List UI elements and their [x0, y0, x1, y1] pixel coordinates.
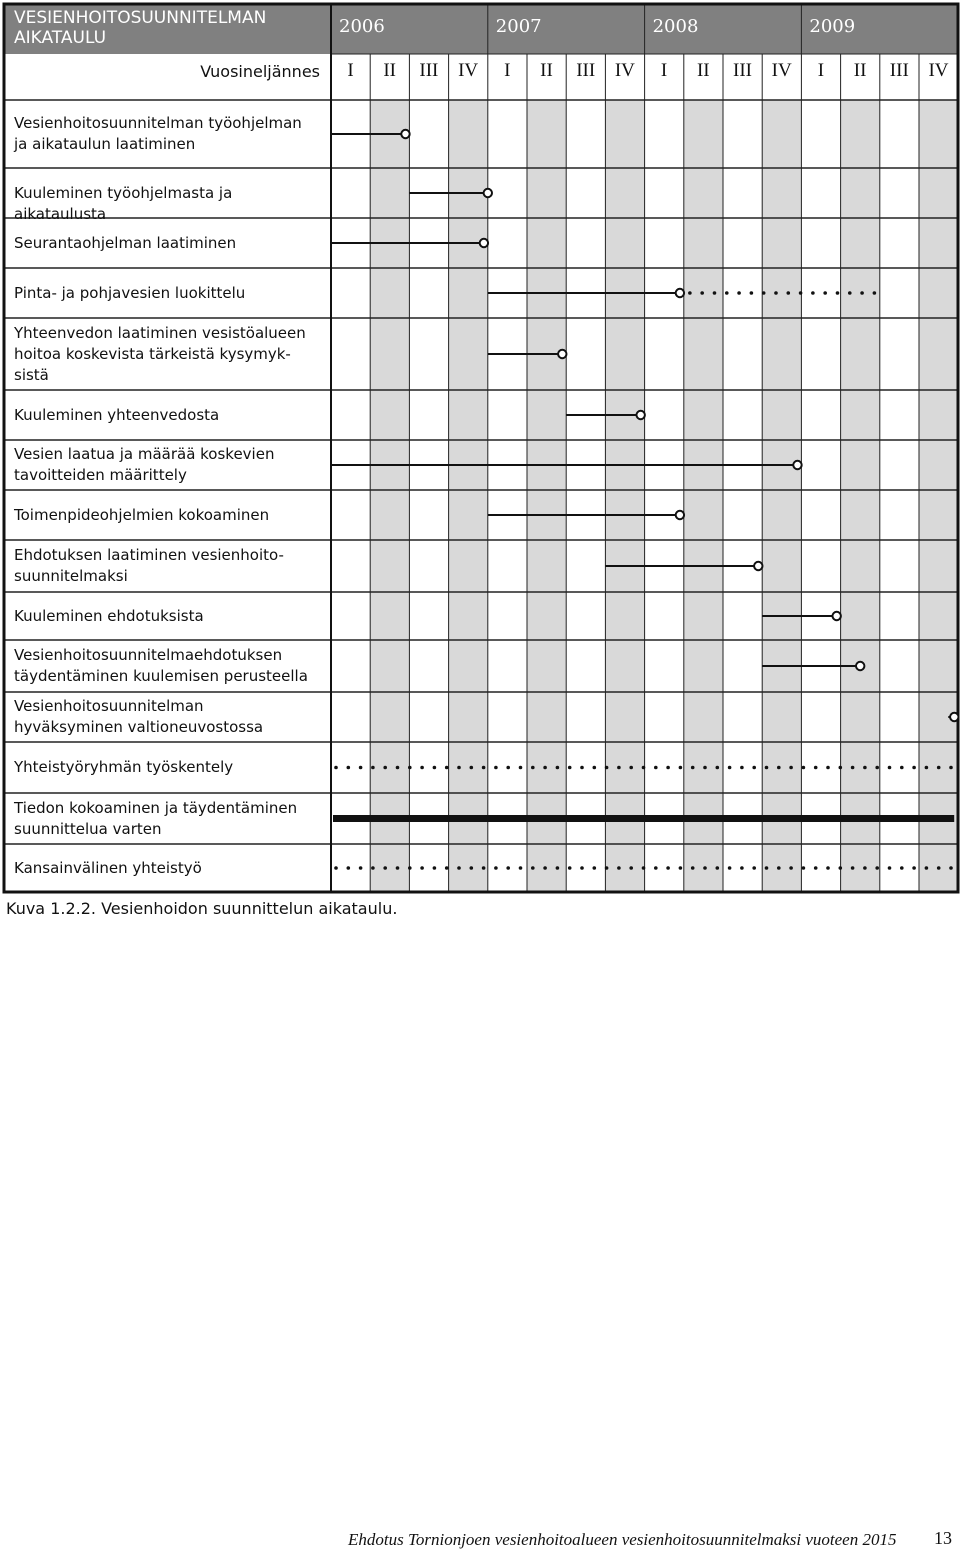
dot-mark [728, 766, 732, 770]
dot-mark [737, 291, 741, 295]
dot-mark [716, 766, 720, 770]
dot-mark [580, 866, 584, 870]
shaded-column [684, 100, 723, 892]
dot-mark [937, 866, 941, 870]
shaded-column [762, 100, 801, 892]
page-number: 13 [934, 1528, 952, 1548]
row-label: Tiedon kokoaminen ja täydentäminen suunnittelua varten [14, 798, 298, 838]
dot-mark [642, 866, 646, 870]
dot-mark [396, 866, 400, 870]
dot-mark [506, 766, 510, 770]
year-label: 2006 [339, 16, 385, 37]
quarter-label: III [889, 60, 909, 81]
dot-mark [851, 866, 855, 870]
shaded-column [841, 100, 880, 892]
milestone-marker [558, 350, 566, 358]
shaded-column [370, 100, 409, 892]
dot-mark [777, 866, 781, 870]
dot-mark [519, 766, 523, 770]
quarter-label: I [504, 60, 511, 81]
dot-mark [482, 766, 486, 770]
row-label: Kuuleminen työohjelmasta ja aikataulusta [14, 183, 233, 223]
row-label: Seurantaohjelman laatiminen [14, 233, 237, 252]
milestone-marker [856, 662, 864, 670]
dot-mark [396, 766, 400, 770]
milestone-marker [793, 461, 801, 469]
dot-mark [629, 766, 633, 770]
dot-mark [457, 866, 461, 870]
dot-mark [531, 866, 535, 870]
dot-mark [580, 766, 584, 770]
dot-mark [802, 766, 806, 770]
dot-mark [900, 766, 904, 770]
quarter-label: I [347, 60, 354, 81]
quarter-label: II [853, 60, 867, 81]
row-label: Yhteistyöryhmän työskentely [14, 758, 234, 776]
dot-mark [912, 766, 916, 770]
dot-mark [873, 291, 877, 295]
dot-mark [679, 866, 683, 870]
dot-mark [556, 866, 560, 870]
dot-mark [740, 866, 744, 870]
dot-mark [420, 866, 424, 870]
year-label: 2009 [809, 16, 856, 37]
shaded-column [605, 100, 644, 892]
dot-mark [912, 866, 916, 870]
quarter-label: II [696, 60, 710, 81]
quarter-label: III [576, 60, 596, 81]
dot-mark [359, 766, 363, 770]
dot-mark [691, 866, 695, 870]
dot-mark [642, 766, 646, 770]
dot-mark [777, 766, 781, 770]
dot-mark [839, 766, 843, 770]
dot-mark [836, 291, 840, 295]
dot-mark [802, 866, 806, 870]
dot-mark [863, 766, 867, 770]
dot-mark [811, 291, 815, 295]
quarter-header-label: Vuosineljännes [200, 62, 320, 81]
row-label: Kansainvälinen yhteistyö [14, 858, 202, 877]
dot-mark [445, 866, 449, 870]
row-label: Yhteenvedon laatiminen vesistöalueen hoitoa koskevista tärkeistä kysymyk- sistä [14, 323, 306, 384]
milestone-marker [484, 189, 492, 197]
dot-mark [851, 766, 855, 770]
dot-mark [863, 866, 867, 870]
dot-mark [408, 766, 412, 770]
dot-mark [494, 766, 498, 770]
quarter-label: III [733, 60, 752, 81]
dot-mark [740, 766, 744, 770]
milestone-marker [950, 713, 958, 721]
dot-mark [826, 866, 830, 870]
row-label: Kuuleminen yhteenvedosta [14, 405, 220, 424]
dot-mark [593, 766, 597, 770]
dot-mark [347, 866, 351, 870]
dot-mark [789, 766, 793, 770]
dot-mark [765, 866, 769, 870]
dot-mark [688, 291, 692, 295]
dot-mark [420, 766, 424, 770]
dot-mark [789, 866, 793, 870]
row-label: Ehdotuksen laatiminen vesienhoito- suunnitelmaksi [14, 546, 284, 585]
dot-mark [568, 866, 572, 870]
dot-mark [383, 866, 387, 870]
dot-mark [519, 866, 523, 870]
dot-mark [666, 866, 670, 870]
dot-mark [482, 866, 486, 870]
dot-mark [925, 766, 929, 770]
dot-mark [543, 866, 547, 870]
dot-mark [605, 766, 609, 770]
dot-mark [752, 766, 756, 770]
dot-mark [433, 866, 437, 870]
dot-mark [605, 866, 609, 870]
dot-mark [774, 291, 778, 295]
dot-mark [925, 866, 929, 870]
dot-mark [654, 866, 658, 870]
row-label: Kuuleminen ehdotuksista [14, 606, 204, 625]
figure-caption: Kuva 1.2.2. Vesienhoidon suunnittelun aikataulu. [6, 899, 398, 918]
dot-mark [703, 766, 707, 770]
milestone-marker [676, 289, 684, 297]
year-label: 2007 [495, 16, 542, 37]
dot-mark [814, 866, 818, 870]
dot-mark [506, 866, 510, 870]
dot-mark [629, 866, 633, 870]
milestone-marker [480, 239, 488, 247]
dot-mark [716, 866, 720, 870]
row-label: Pinta- ja pohjavesien luokittelu [14, 283, 246, 302]
dot-mark [531, 766, 535, 770]
row-label: Vesienhoitosuunnitelmaehdotuksen täydentäminen kuulemisen perusteella [14, 646, 308, 685]
dot-mark [445, 766, 449, 770]
dot-mark [666, 766, 670, 770]
milestone-marker [636, 411, 644, 419]
row-label: Vesienhoitosuunnitelman työohjelman ja aikataulun laatiminen [14, 114, 302, 153]
dot-mark [848, 291, 852, 295]
dot-mark [359, 866, 363, 870]
chart-title: VESIENHOITOSUUNNITELMAN AIKATAULU [14, 8, 267, 48]
dot-mark [875, 866, 879, 870]
dot-mark [593, 866, 597, 870]
row-label: Vesien laatua ja määrää koskevien tavoitteiden määrittely [14, 445, 275, 484]
quarter-label: III [419, 60, 439, 81]
shaded-column [527, 100, 566, 892]
dot-mark [494, 866, 498, 870]
dot-mark [383, 766, 387, 770]
dot-mark [949, 766, 953, 770]
page-footer: Ehdotus Tornionjoen vesienhoitoalueen vesienhoitosuunnitelmaksi vuoteen 2015 [348, 1530, 897, 1549]
dot-mark [371, 766, 375, 770]
dot-mark [949, 866, 953, 870]
dot-mark [750, 291, 754, 295]
shaded-column [449, 100, 488, 892]
dot-mark [888, 766, 892, 770]
dot-mark [823, 291, 827, 295]
dot-mark [814, 766, 818, 770]
dot-mark [728, 866, 732, 870]
dot-mark [703, 866, 707, 870]
dot-mark [826, 766, 830, 770]
dot-mark [371, 866, 375, 870]
row-label: Toimenpideohjelmien kokoaminen [14, 505, 270, 524]
dot-mark [839, 866, 843, 870]
dot-mark [888, 866, 892, 870]
dot-mark [937, 766, 941, 770]
dot-mark [457, 766, 461, 770]
dot-mark [347, 766, 351, 770]
dot-mark [568, 766, 572, 770]
dot-mark [654, 766, 658, 770]
quarter-label: II [540, 60, 553, 81]
dot-mark [713, 291, 717, 295]
dot-mark [799, 291, 803, 295]
dot-mark [752, 866, 756, 870]
dot-mark [762, 291, 766, 295]
dot-mark [617, 766, 621, 770]
quarter-label: II [383, 60, 397, 81]
dot-mark [900, 866, 904, 870]
dot-mark [408, 866, 412, 870]
dot-mark [556, 766, 560, 770]
dot-mark [470, 766, 474, 770]
dot-mark [543, 766, 547, 770]
row-label: Vesienhoitosuunnitelman hyväksyminen valtioneuvostossa [14, 697, 264, 736]
dot-mark [875, 766, 879, 770]
dot-mark [700, 291, 704, 295]
dot-mark [786, 291, 790, 295]
dot-mark [725, 291, 729, 295]
dot-mark [470, 866, 474, 870]
dot-mark [433, 766, 437, 770]
milestone-marker [676, 511, 684, 519]
quarter-label: IV [771, 60, 792, 81]
dot-mark [334, 866, 338, 870]
dot-mark [617, 866, 621, 870]
dot-mark [765, 766, 769, 770]
dot-mark [691, 766, 695, 770]
milestone-marker [754, 562, 762, 570]
quarter-label: IV [928, 60, 949, 81]
quarter-label: IV [458, 60, 479, 81]
quarter-label: IV [614, 60, 635, 81]
dot-mark [860, 291, 864, 295]
dot-mark [679, 766, 683, 770]
milestone-marker [832, 612, 840, 620]
shaded-column [919, 100, 958, 892]
quarter-label: I [660, 60, 668, 81]
dot-mark [334, 766, 338, 770]
year-label: 2008 [652, 16, 699, 37]
quarter-label: I [817, 60, 825, 81]
milestone-marker [401, 130, 409, 138]
